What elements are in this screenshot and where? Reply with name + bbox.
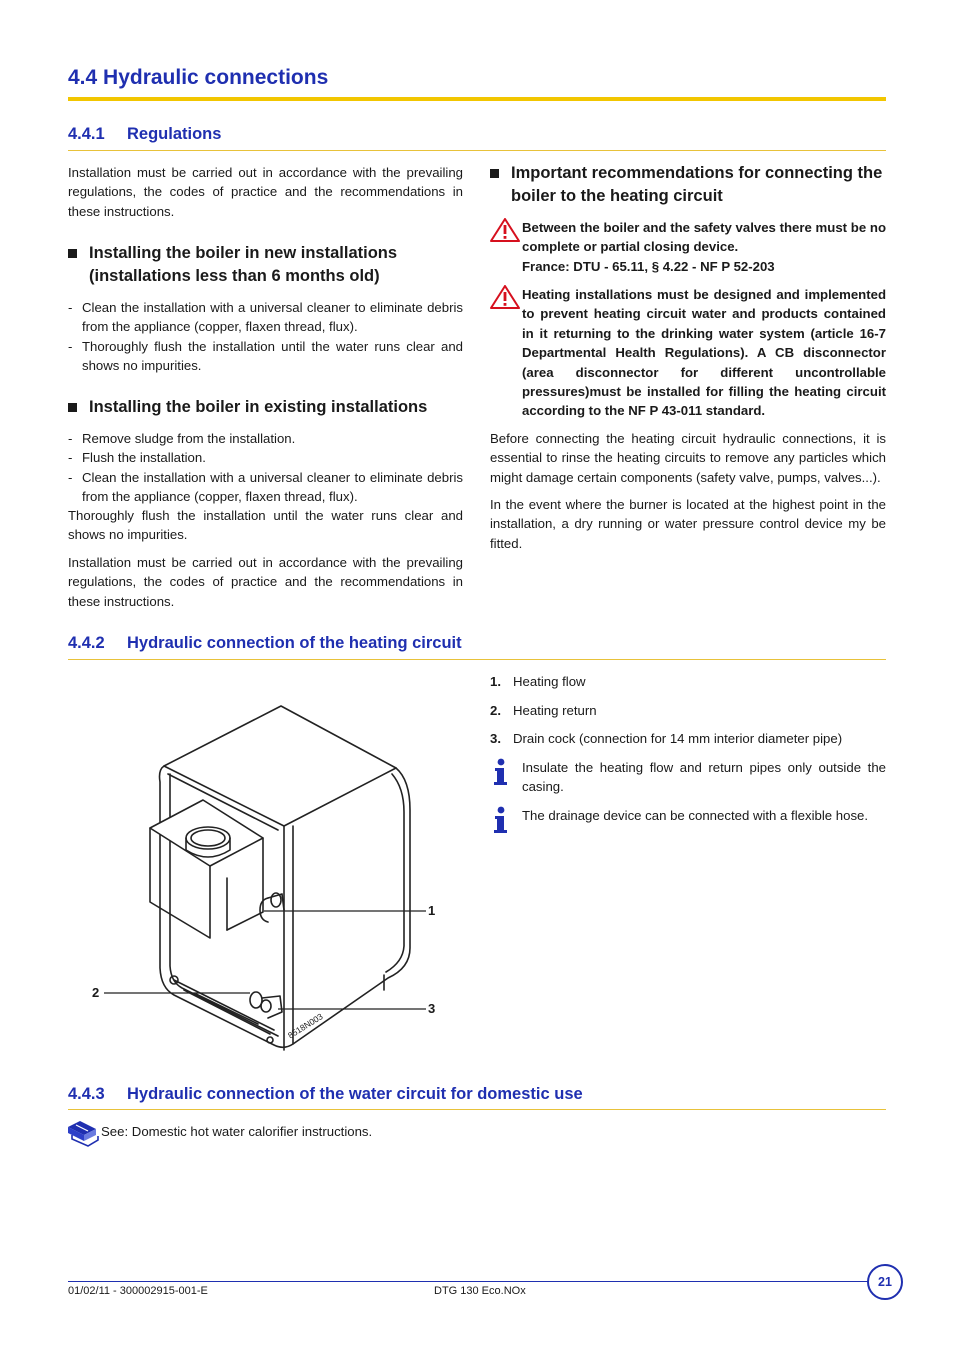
info-drainage: The drainage device can be connected with a flexible hose. [490, 806, 886, 839]
warning-triangle-icon [490, 218, 522, 276]
warning-closing-device: Between the boiler and the safety valves there must be no complete or partial closing device. France: DTU - 65.11, § 4.22 - NF P 52-203 [490, 218, 886, 276]
existing-installations-list [68, 429, 463, 507]
heading-text: Hydraulic connection of the heating circuit [127, 634, 462, 652]
heading-domestic-water [68, 1085, 583, 1104]
footer-document-ref: 01/02/11 - 300002915-001-E [68, 1285, 208, 1297]
see-reference-text: See: Domestic hot water calorifier instructions. [101, 1124, 373, 1139]
legend-item: 3. Drain cock (connection for 14 mm interior diameter pipe) [490, 731, 843, 746]
footer-product-name: DTG 130 Eco.NOx [434, 1285, 526, 1297]
bullet-square-icon [490, 169, 499, 178]
heading-text: Hydraulic connection of the water circuit for domestic use [127, 1085, 583, 1103]
recommendations-para2: In the event where the burner is located at the highest point in the installation, a dry running or water pressure control device my be fitted. [490, 497, 886, 551]
heading-regulations [68, 125, 221, 144]
list-item: - Clean the installation with a universal cleaner to eliminate debris from the appliance (copper, flaxen thread, flux). [68, 469, 463, 505]
heading-heating-circuit [68, 634, 462, 653]
list-item: - Clean the installation with a universal cleaner to eliminate debris from the appliance (copper, flaxen thread, flux). [68, 300, 463, 335]
callout-1: 1 [428, 903, 436, 918]
callout-lines [88, 700, 448, 1060]
existing-installations-closing: Installation must be carried out in accordance with the prevailing regulations, the codes of practice and the recommendations in these instructions. [68, 555, 463, 609]
figure-legend [490, 674, 886, 760]
heading-rule [68, 659, 886, 660]
reference-book-icon [66, 1119, 100, 1147]
new-installations-heading: Installing the boiler in new installations (installations less than 6 months old) [68, 242, 463, 288]
heading-number: 4.4.3 [68, 1085, 105, 1103]
title-rule [68, 97, 886, 101]
existing-installations-heading: Installing the boiler in existing installations [68, 396, 463, 419]
recommendations-para1: Before connecting the heating circuit hydraulic connections, it is essential to rinse the heating circuits to remove any particles which might damage certain components (safety valve, pumps, valves...). [490, 431, 886, 485]
footer-rule [68, 1281, 868, 1282]
list-item: - Thoroughly flush the installation until the water runs clear and shows no impurities. [68, 338, 463, 374]
heading-rule [68, 1109, 886, 1110]
list-item: - Remove sludge from the installation. [68, 431, 296, 446]
warning-triangle-icon [490, 285, 522, 421]
warning-backflow: Heating installations must be designed and implemented to prevent heating circuit water and products contained in it returning to the drinking water system (article 16-7 Departmental Health Regulations). A CB disconnector (area disconnector for different uncontrollable pressures)must be installed for filling the heating circuit according to the NF P 43-011 standard. [490, 285, 886, 421]
boiler-figure [88, 700, 448, 1060]
callout-2: 2 [92, 985, 100, 1000]
regulations-intro: Installation must be carried out in accordance with the prevailing regulations, the codes of practice and the recommendations in these instructions. [68, 165, 463, 219]
info-icon [490, 806, 522, 839]
existing-installations-after: Thoroughly flush the installation until the water runs clear and shows no impurities. [68, 508, 463, 543]
page-title: 4.4 Hydraulic connections [68, 66, 329, 89]
bullet-square-icon [68, 249, 77, 258]
heading-number: 4.4.2 [68, 634, 105, 652]
legend-item: 1. Heating flow [490, 674, 586, 689]
info-insulate: Insulate the heating flow and return pipes only outside the casing. [490, 758, 886, 797]
page-number: 21 [867, 1264, 903, 1300]
info-icon [490, 758, 522, 797]
new-installations-list [68, 298, 463, 376]
heading-text: Regulations [127, 125, 222, 143]
legend-item: 2. Heating return [490, 702, 597, 718]
bullet-square-icon [68, 403, 77, 412]
figure-reference: 8518N003 [286, 1011, 325, 1041]
list-item: - Flush the installation. [68, 450, 206, 466]
heading-number: 4.4.1 [68, 125, 105, 143]
heading-rule [68, 150, 886, 151]
callout-3: 3 [428, 1001, 436, 1016]
recommendations-heading: Important recommendations for connecting the boiler to the heating circuit [490, 162, 886, 208]
